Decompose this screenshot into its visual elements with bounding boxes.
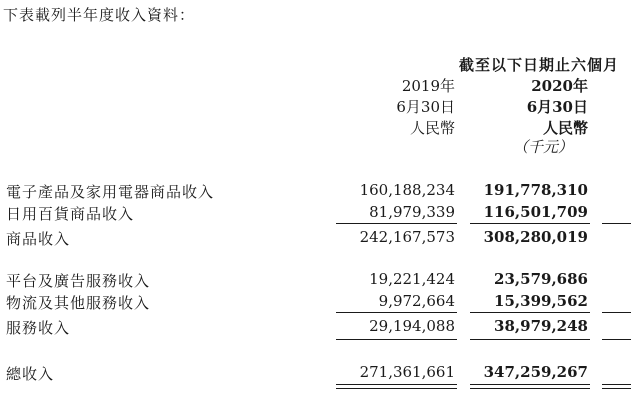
total-double-rule-2019 (336, 388, 457, 389)
unit-label: （千元） (512, 138, 573, 156)
subtotal-rule-2020 (470, 312, 590, 313)
row-value-2020: 308,280,019 (483, 228, 588, 246)
subtotal-rule-2019 (336, 312, 457, 313)
col-2020-currency: 人民幣 (542, 119, 588, 137)
row-value-2020: 23,579,686 (494, 270, 588, 288)
subtotal-rule-extra (602, 312, 631, 313)
row-value-2019: 29,194,088 (369, 317, 455, 335)
col-2019-year: 2019年 (401, 77, 455, 95)
total-double-rule-2020 (470, 388, 590, 389)
row-value-2020: 347,259,267 (483, 363, 588, 381)
col-2019-currency: 人民幣 (409, 119, 455, 137)
total-rule-extra (602, 384, 631, 385)
row-label-total-revenue: 總收入 (6, 365, 55, 383)
row-value-2019: 9,972,664 (378, 292, 455, 310)
col-2020-year: 2020年 (531, 77, 588, 95)
col-2019-date: 6月30日 (396, 98, 455, 116)
row-label-logistics: 物流及其他服務收入 (6, 294, 151, 312)
subtotal-rule-extra (602, 223, 631, 224)
subtotal-rule-2020 (470, 223, 590, 224)
rule-2019 (336, 339, 457, 340)
col-2020-date: 6月30日 (526, 98, 588, 116)
row-label-platform-ads: 平台及廣告服務收入 (6, 272, 151, 290)
row-label-service-revenue: 服務收入 (6, 319, 71, 337)
total-rule-2019 (336, 384, 457, 385)
row-label-general-merchandise: 日用百貨商品收入 (6, 205, 135, 223)
row-value-2020: 15,399,562 (494, 292, 588, 310)
intro-text: 下表載列半年度收入資料： (3, 6, 196, 24)
rule-extra (602, 339, 631, 340)
row-label-electronics: 電子產品及家用電器商品收入 (6, 183, 215, 201)
row-label-product-revenue: 商品收入 (6, 230, 71, 248)
row-value-2020: 116,501,709 (483, 203, 588, 221)
subtotal-rule-2019 (336, 223, 457, 224)
row-value-2019: 271,361,661 (359, 363, 455, 381)
rule-2020 (470, 339, 590, 340)
row-value-2019: 242,167,573 (359, 228, 455, 246)
total-rule-2020 (470, 384, 590, 385)
period-header: 截至以下日期止六個月 (458, 56, 619, 74)
row-value-2020: 191,778,310 (483, 181, 588, 199)
total-double-rule-extra (602, 388, 631, 389)
row-value-2020: 38,979,248 (494, 317, 588, 335)
row-value-2019: 160,188,234 (359, 181, 455, 199)
row-value-2019: 19,221,424 (369, 270, 455, 288)
row-value-2019: 81,979,339 (369, 203, 455, 221)
